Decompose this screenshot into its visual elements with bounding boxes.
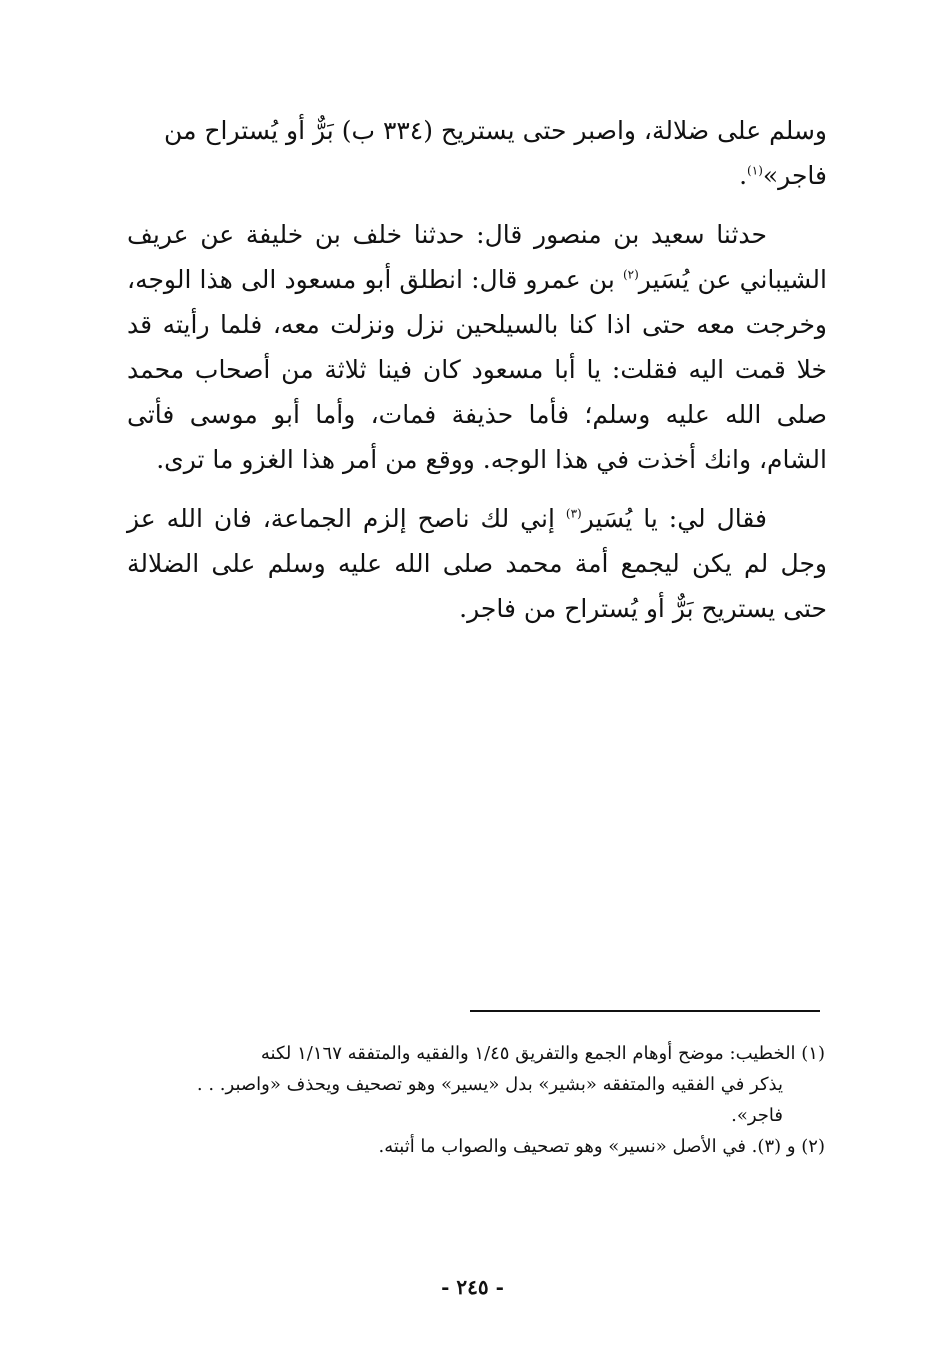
footnote-2: (٢) و (٣). في الأصل «نسير» وهو تصحيف والصواب ما أثبته. bbox=[378, 1136, 825, 1157]
paragraph-2 bbox=[127, 212, 827, 482]
page-number: - ٢٤٥ - bbox=[441, 1275, 504, 1299]
footnote-ref-3: (٣) bbox=[565, 506, 582, 521]
paragraph-3-text-b: إني لك ناصح إلزم الجماعة، فان الله عز وجل لم يكن ليجمع أمة محمد صلى الله عليه وسلم على الضلالة حتى يستريح بَرٌّ أو يُستراح من فاجر. bbox=[127, 504, 827, 623]
paragraph-1-end: . bbox=[739, 161, 748, 190]
footnotes bbox=[120, 1038, 825, 1162]
paragraph-1 bbox=[127, 108, 827, 198]
main-text bbox=[127, 108, 827, 631]
footnote-1-line-2: يذكر في الفقيه والمتفقه «بشير» بدل «يسير» وهو تصحيف ويحذف «واصبر. . . bbox=[196, 1074, 783, 1095]
paragraph-1-line-1: وسلم على ضلالة، واصبر حتى يستريح (٣٣٤ ب) بَرٌّ أو يُستراح من bbox=[164, 116, 827, 145]
footnote-1-line-3: فاجر». bbox=[731, 1105, 783, 1126]
footnote-1-line-1: (١) الخطيب: موضح أوهام الجمع والتفريق ١/٤٥ والفقيه والمتفقه ١/١٦٧ لكنه bbox=[260, 1043, 825, 1064]
paragraph-1-line-2: فاجر» bbox=[762, 161, 827, 190]
paragraph-2-text-a: حدثنا سعيد بن منصور قال: حدثنا خلف بن خليفة عن عريف الشيباني عن يُسَير bbox=[127, 220, 827, 294]
paragraph-3 bbox=[127, 496, 827, 631]
footnote-ref-2: (٢) bbox=[622, 267, 639, 282]
paragraph-3-text-a: فقال لي: يا يُسَير bbox=[581, 504, 767, 533]
paragraph-2-text-b: بن عمرو قال: انطلق أبو مسعود الى هذا الوجه، وخرجت معه حتى اذا كنا بالسيلحين نزل ونزلت معه، فلما رأيته قد خلا قمت اليه فقلت: يا أبا مسعود كان فينا ثلاثة من أصحاب محمد صلى الله عليه وسلم؛ فأما حذيفة فمات، وأما أبو موسى فأتى الشام، وانك أخذت في هذا الوجه. ووقع من أمر هذا الغزو ما ترى. bbox=[127, 265, 827, 474]
footnote-ref-1: (١) bbox=[747, 163, 763, 178]
footnote-divider bbox=[470, 1010, 820, 1012]
